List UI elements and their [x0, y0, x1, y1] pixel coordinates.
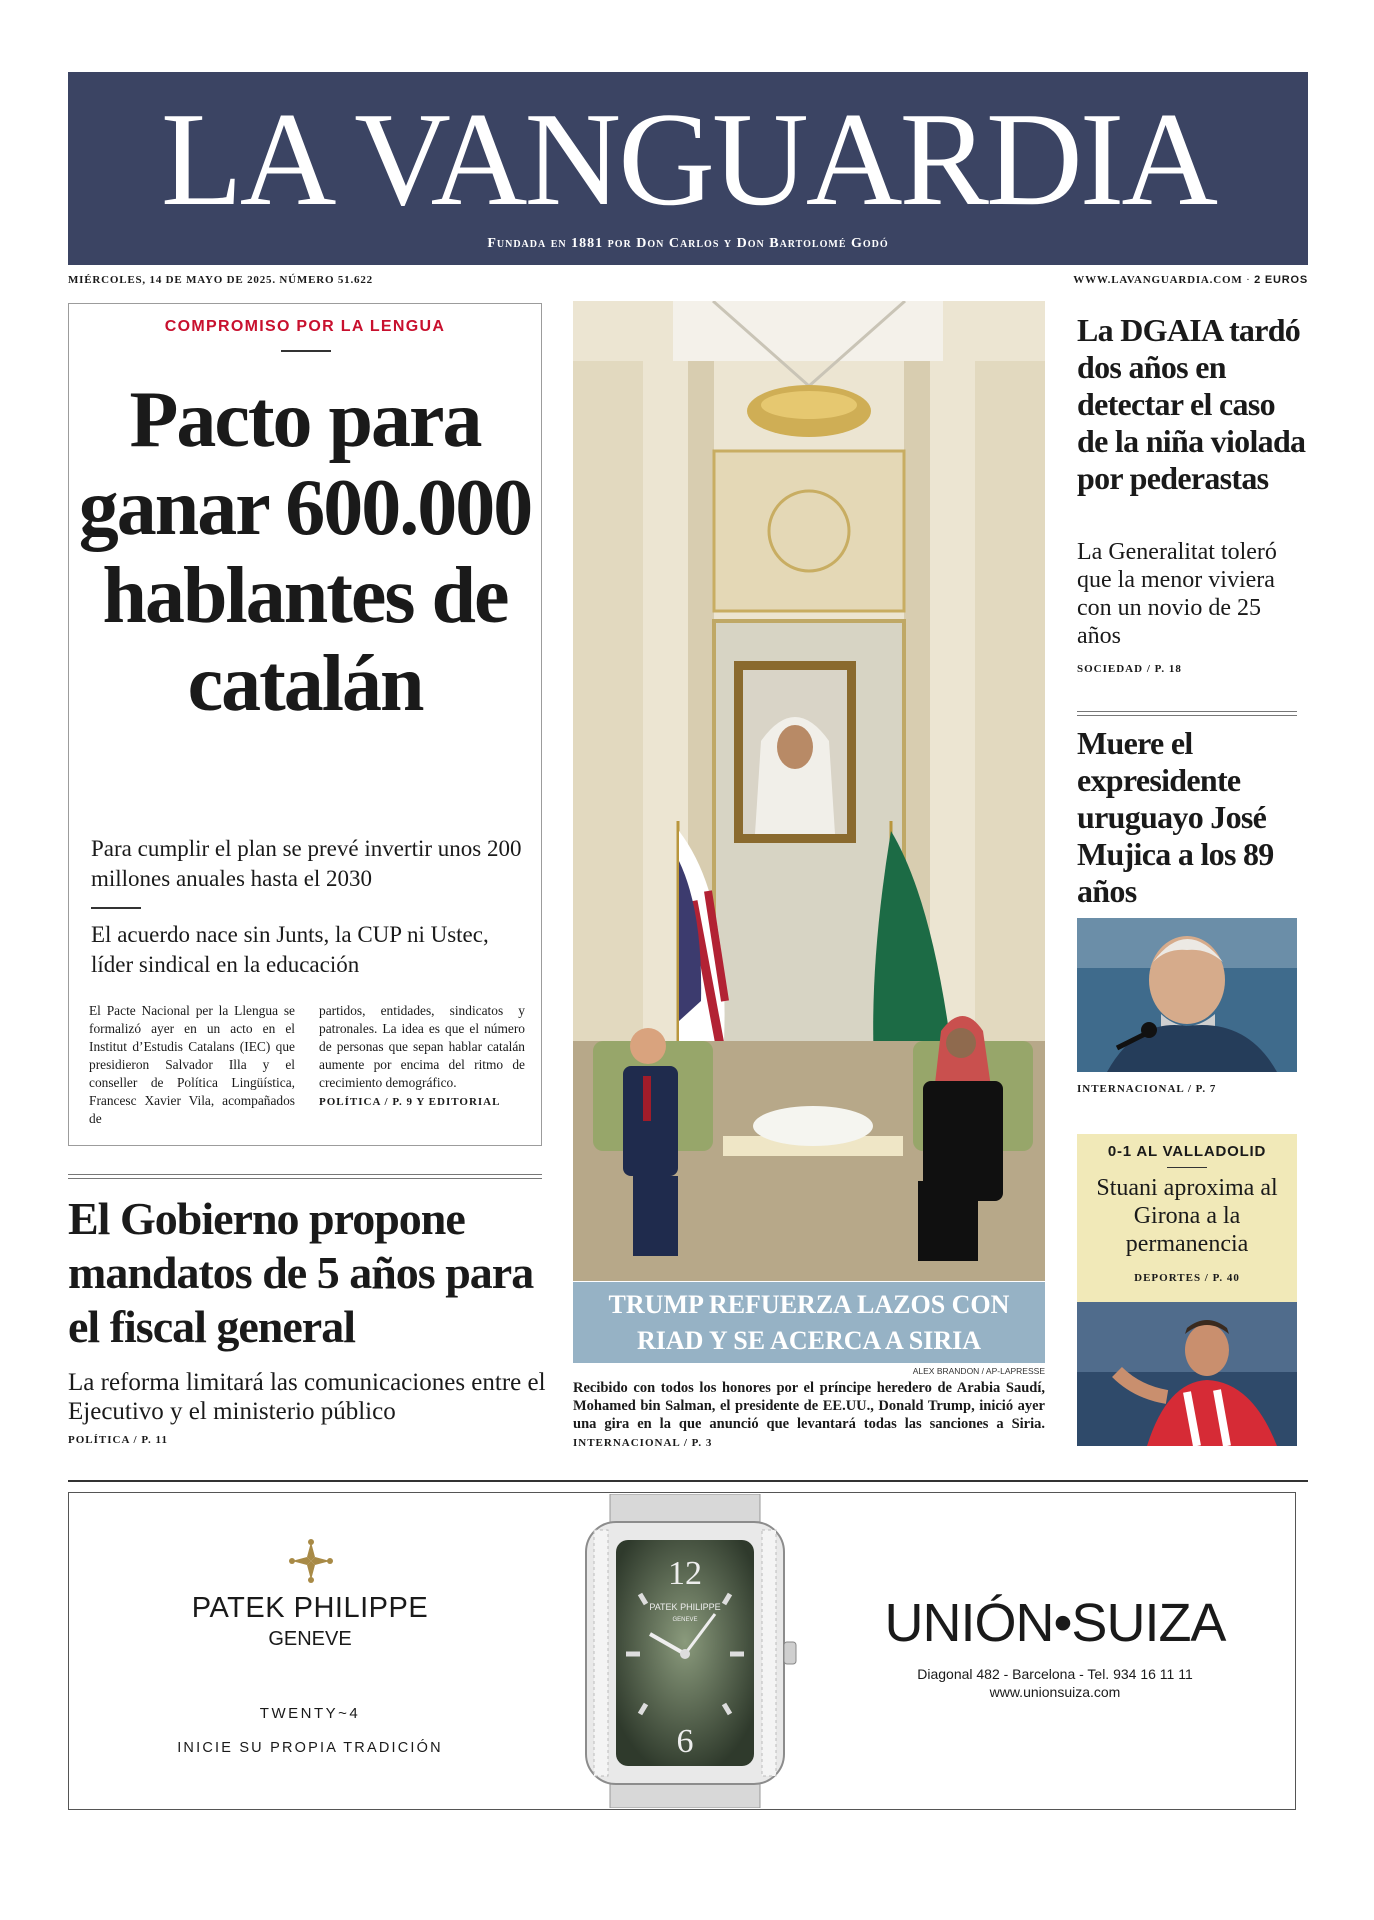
photo-cutline [573, 1379, 1045, 1452]
divider [68, 1178, 542, 1179]
lead-body-col-1: El Pacte Nacional per la Llengua se formalizó ayer en un acto en el Institut d’Estudis Catalans (IEC) que presidieron Salvador Illa y el conseller de Política Lingüística, Francesc Xavier Vila, acompañados de [89, 1003, 295, 1126]
divider [68, 1174, 542, 1175]
masthead-subtitle: Fundada en 1881 por Don Carlos y Don Bartolomé Godó [487, 236, 889, 251]
lead-deck-1: Para cumplir el plan se prevé invertir unos 200 millones anuales hasta el 2030 [91, 836, 522, 891]
dial-city: GENEVE [672, 1617, 698, 1623]
lead-kicker: COMPROMISO POR LA LENGUA [164, 318, 446, 335]
lead-body-col-2-text: partidos, entidades, sindicatos y patronales. La idea es que el número de personas que sepan hablar catalán aumente por encima del ritmo de crecimiento demográfico. [319, 1003, 525, 1090]
dgaia-section[interactable]: SOCIEDAD / P. 18 [1077, 663, 1182, 675]
website[interactable]: WWW.LAVANGUARDIA.COM [1073, 274, 1243, 286]
ad-divider [68, 1480, 1308, 1482]
date-issue: MIÉRCOLES, 14 DE MAYO DE 2025. NÚMERO 51.622 [68, 274, 373, 286]
kicker-divider [281, 350, 331, 352]
mujica-headline[interactable]: Muere el expresidente uruguayo José Mujica a los 89 años [1077, 725, 1274, 909]
mujica-section[interactable]: INTERNACIONAL / P. 7 [1077, 1083, 1217, 1095]
lead-body-col-2 [319, 1002, 525, 1111]
watch-image [550, 1494, 830, 1808]
dial-6: 6 [676, 1723, 694, 1760]
girona-kicker: 0-1 AL VALLADOLID [1107, 1143, 1267, 1160]
gobierno-deck: La reforma limitará las comunicaciones entre el Ejecutivo y el ministerio público [68, 1369, 546, 1425]
masthead [68, 72, 1308, 265]
kicker-divider [1167, 1167, 1207, 1168]
divider [1077, 711, 1297, 712]
lead-section[interactable]: POLÍTICA / P. 9 Y EDITORIAL [319, 1096, 501, 1108]
retailer-address: Diagonal 482 - Barcelona - Tel. 934 16 11 11 [917, 1666, 1193, 1682]
cutline-text: Recibido con todos los honores por el príncipe heredero de Arabia Saudí, Mohamed bin Salman, el presidente de EE.UU., Donald Trump, inició ayer una gira en la que anunció que levantará todas las sanciones a Siria. [573, 1380, 1045, 1432]
lead-headline[interactable]: Pacto para ganar 600.000 hablantes de catalán [78, 376, 532, 728]
gobierno-headline[interactable]: El Gobierno propone mandatos de 5 años para el fiscal general [68, 1193, 534, 1352]
ad-brand-city: GENEVE [268, 1628, 352, 1650]
dgaia-headline[interactable]: La DGAIA tardó dos años en detectar el caso de la niña violada por pederastas [1077, 312, 1306, 496]
lead-deck-2: El acuerdo nace sin Junts, la CUP ni Ustec, líder sindical en la educación [91, 922, 489, 977]
mujica-illustration [1077, 918, 1297, 1072]
dial-brand: PATEK PHILIPPE [649, 1602, 721, 1612]
newspaper-title: LA VANGUARDIA [160, 85, 1216, 233]
cutline-section[interactable]: INTERNACIONAL / P. 3 [573, 1437, 713, 1449]
ad-model: TWENTY~4 [259, 1705, 361, 1722]
calatrava-cross-icon [288, 1538, 334, 1584]
mujica-photo[interactable] [1077, 918, 1297, 1072]
ad-brand: PATEK PHILIPPE [191, 1592, 429, 1624]
dateline [68, 274, 1308, 286]
girona-deck[interactable]: Stuani aproxima al Girona a la permanencia [1096, 1175, 1278, 1257]
ad-tagline: INICIE SU PROPIA TRADICIÓN [177, 1740, 443, 1756]
gobierno-section[interactable]: POLÍTICA / P. 11 [68, 1434, 168, 1446]
dateline-right: WWW.LAVANGUARDIA.COM · 2 EUROS [1073, 274, 1308, 286]
price: 2 EUROS [1254, 274, 1308, 286]
dgaia-deck: La Generalitat toleró que la menor viviera con un novio de 25 años [1077, 539, 1277, 649]
divider [1077, 715, 1297, 716]
retailer-logo: UNIÓN•SUIZA [884, 1593, 1226, 1653]
photo-caption-headline[interactable]: TRUMP REFUERZA LAZOS CON RIAD Y SE ACERCA A SIRIA [573, 1282, 1045, 1363]
king-portrait [734, 661, 856, 843]
trump-mbs-photo[interactable] [573, 301, 1045, 1281]
photo-illustration [573, 301, 1045, 1281]
retailer-website[interactable]: www.unionsuiza.com [989, 1684, 1121, 1700]
lead-story[interactable] [68, 303, 542, 1146]
photo-credit: ALEX BRANDON / AP-LAPRESSE [912, 1366, 1045, 1376]
stuani-illustration [1077, 1302, 1297, 1446]
girona-section[interactable]: DEPORTES / P. 40 [1134, 1272, 1240, 1284]
stuani-photo[interactable] [1077, 1302, 1297, 1446]
dial-12: 12 [668, 1555, 702, 1592]
deck-divider [91, 907, 141, 909]
